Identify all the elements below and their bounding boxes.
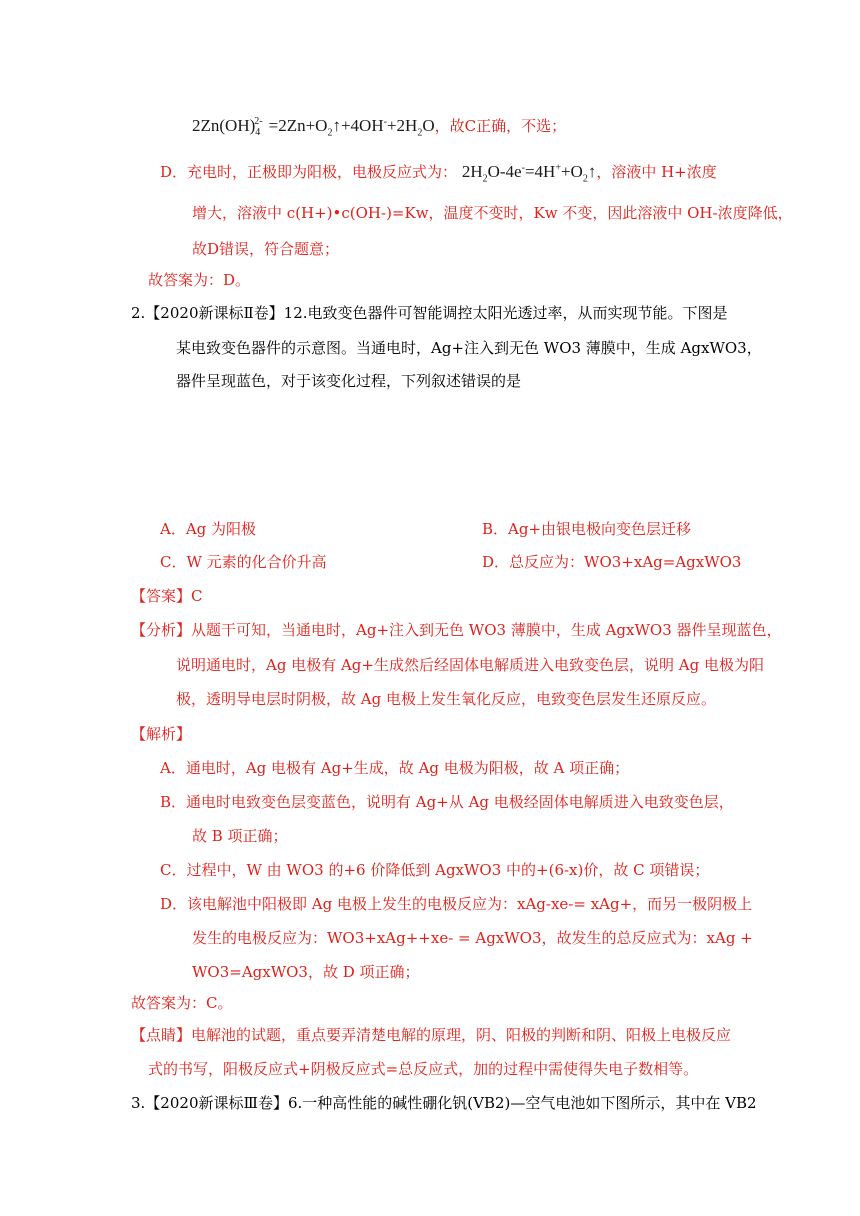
analysis-tag: 【分析】 (131, 621, 192, 639)
answer-2: 故答案为：C。 (131, 994, 233, 1012)
note-line1: 电解池的试题，重点要弄清楚电解的原理，阴、阳极的判断和阴、阳极上电极反应 (191, 1026, 732, 1044)
equation-tail: ，故C正确，不选； (434, 117, 567, 135)
option-d-tail: ，溶液中 H+浓度 (596, 163, 717, 181)
water-equation: $2H_2O-4e^-=4H^++O_2↑$ (461, 162, 597, 185)
question-2-line3: 器件呈现蓝色，对于该变化过程，下列叙述错误的是 (176, 372, 522, 390)
note-row (131, 1024, 731, 1046)
equation-line (192, 115, 566, 137)
answer-row (131, 585, 203, 607)
note-tag: 【点睛】 (131, 1026, 192, 1044)
question-2-line1: 2.【2020新课标Ⅱ卷】12.电致变色器件可智能调控太阳光透过率，从而实现节能。下图是 (131, 304, 728, 322)
explain-c: C．过程中，W 由 WO3 的+6 价降低到 AgxWO3 中的+(6-x)价，故 C 项错误； (160, 861, 710, 879)
explain-b: B．通电时电致变色层变蓝色，说明有 Ag+从 Ag 电极经固体电解质进入电致变色层， (160, 793, 734, 811)
answer-1: 故答案为：D。 (148, 271, 251, 289)
analysis-line2: 说明通电时，Ag 电极有 Ag+生成然后经固体电解质进入电致变色层，说明 Ag 电极为阳 (176, 656, 764, 674)
explain-a: A．通电时，Ag 电极有 Ag+生成，故 Ag 电极为阳极，故 A 项正确； (160, 759, 630, 777)
explain-tag: 【解析】 (131, 725, 192, 743)
analysis-line3: 极，透明导电层时阴极，故 Ag 电极上发生氧化反应，电致变色层发生还原反应。 (176, 690, 716, 708)
note-line2: 式的书写，阳极反应式+阴极反应式=总反应式，加的过程中需使得失电子数相等。 (148, 1060, 699, 1078)
explain-d-cont1: 发生的电极反应为：WO3+xAg++xe- = AgxWO3，故发生的总反应式为：xAg + (192, 929, 753, 947)
option-c: C．W 元素的化合价升高 (160, 553, 327, 571)
option-d-line2: 增大，溶液中 c(H+)•c(OH-)=Kw，温度不变时，Kw 不变，因此溶液中 OH-浓度降低， (192, 204, 793, 222)
answer-value: C (191, 587, 203, 605)
answer-tag: 【答案】 (131, 587, 192, 605)
zn-equation: $2Zn(OH)_4^{2-}$ $=2Zn+O_2↑+4OH^-+2H_2O$ (192, 116, 435, 139)
option-a: A．Ag 为阳极 (160, 520, 257, 538)
question-3-line1: 3.【2020新课标Ⅲ卷】6.一种高性能的碱性硼化钒(VB2)—空气电池如下图所示，其中在 VB2 (131, 1094, 757, 1112)
option-b: B．Ag+由银电极向变色层迁移 (482, 520, 692, 538)
option-d-head (160, 161, 717, 183)
option-d-line3: 故D错误，符合题意； (192, 240, 340, 258)
question-2-line2: 某电致变色器件的示意图。当通电时，Ag+注入到无色 WO3 薄膜中，生成 AgxWO3， (176, 339, 762, 357)
explain-b-cont: 故 B 项正确； (192, 827, 288, 845)
option-d: D．总反应为：WO3+xAg=AgxWO3 (482, 553, 742, 571)
analysis-row (131, 619, 782, 641)
analysis-line1: 从题干可知，当通电时，Ag+注入到无色 WO3 薄膜中，生成 AgxWO3 器件呈现蓝色， (191, 621, 782, 639)
option-d-text: 充电时，正极即为阳极，电极反应式为： (187, 163, 458, 181)
explain-d-cont2: WO3=AgxWO3，故 D 项正确； (192, 963, 420, 981)
explain-d: D．该电解池中阳极即 Ag 电极上发生的电极反应为：xAg-xe-= xAg+，而另一极阴极上 (160, 895, 753, 913)
option-d-label: D． (160, 163, 188, 181)
